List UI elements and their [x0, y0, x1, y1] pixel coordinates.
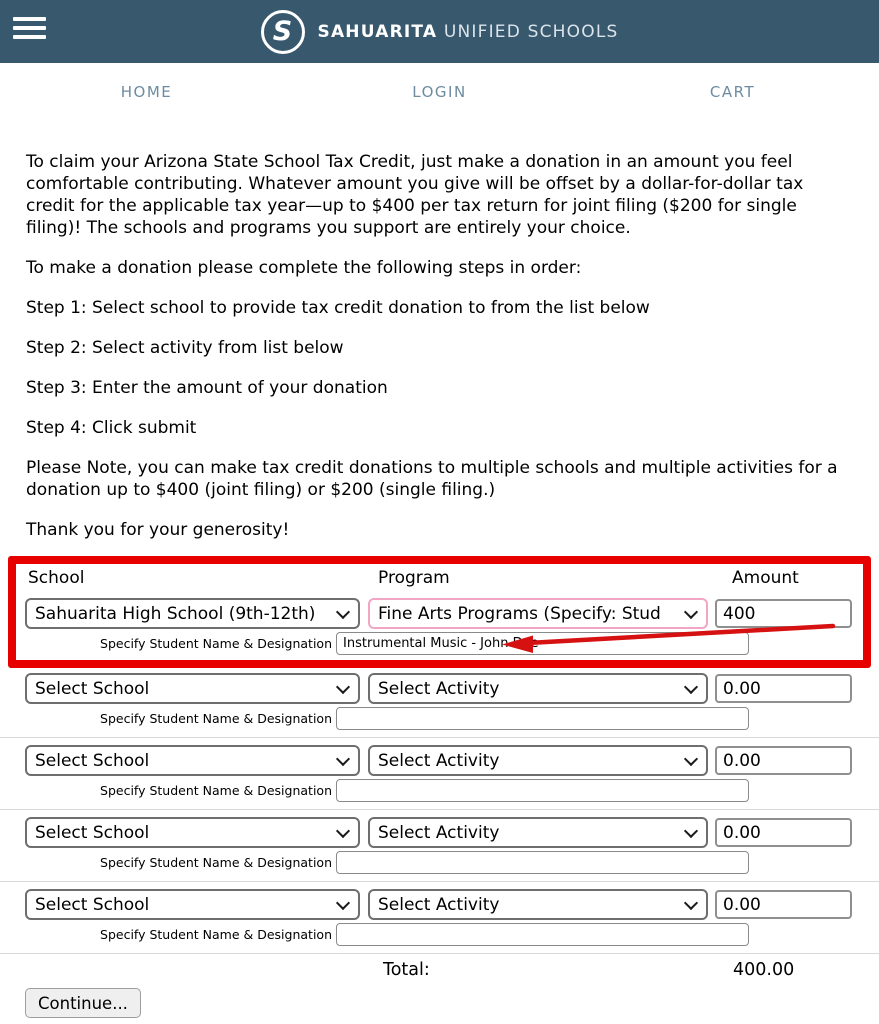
- continue-button[interactable]: Continue...: [25, 988, 141, 1018]
- intro-paragraph: To make a donation please complete the following steps in order:: [26, 258, 582, 278]
- amount-input[interactable]: [715, 890, 852, 919]
- student-name-input[interactable]: [336, 632, 749, 655]
- step-text: Step 4: Click submit: [26, 418, 197, 438]
- school-select[interactable]: [25, 817, 360, 848]
- chevron-down-icon: [684, 751, 698, 765]
- school-select[interactable]: [25, 673, 360, 704]
- program-select-value: Select Activity: [378, 750, 500, 771]
- program-select[interactable]: [368, 598, 708, 629]
- page-content: [0, 151, 879, 541]
- main-nav: [0, 63, 879, 120]
- program-select[interactable]: [368, 817, 708, 848]
- chevron-down-icon: [684, 679, 698, 693]
- hamburger-bar: [13, 35, 46, 39]
- student-name-label: Specify Student Name & Designation: [100, 636, 332, 651]
- chevron-down-icon: [684, 823, 698, 837]
- student-name-input[interactable]: [336, 851, 749, 874]
- site-title-primary: SAHUARITA: [317, 21, 438, 42]
- student-name-label: Specify Student Name & Designation: [100, 711, 332, 726]
- program-select[interactable]: [368, 889, 708, 920]
- student-name-input[interactable]: [336, 779, 749, 802]
- program-select-value: Select Activity: [378, 894, 500, 915]
- school-select-value: Select School: [35, 822, 150, 843]
- donation-form: [0, 556, 879, 1018]
- intro-paragraph: To claim your Arizona State School Tax Credit, just make a donation in an amount you feel comfortable contributing. Whatever amount you give will be offset by a dollar-for-dollar tax credit for the applicable tax year—up to $400 per tax return for joint filing ($200 for single filing)! The schools and programs you support are entirely your choice.: [26, 152, 804, 238]
- school-select-value: Select School: [35, 894, 150, 915]
- school-select-value: Select School: [35, 678, 150, 699]
- school-column-header: School: [28, 568, 85, 588]
- program-select-value: Select Activity: [378, 678, 500, 699]
- chevron-down-icon: [336, 679, 350, 693]
- program-select-value: Select Activity: [378, 822, 500, 843]
- student-name-input[interactable]: [336, 707, 749, 730]
- school-select-value: Select School: [35, 750, 150, 771]
- program-select[interactable]: [368, 745, 708, 776]
- step-text: Step 1: Select school to provide tax credit donation to from the list below: [26, 298, 650, 318]
- donation-row: [0, 666, 879, 738]
- program-select[interactable]: [368, 673, 708, 704]
- chevron-down-icon: [336, 604, 350, 618]
- hamburger-bar: [13, 17, 46, 21]
- program-select-value: Fine Arts Programs (Specify: Stud: [378, 603, 661, 624]
- form-column-headers: [0, 556, 879, 588]
- total-row: [0, 954, 879, 980]
- donation-row: [0, 810, 879, 882]
- school-select[interactable]: [25, 889, 360, 920]
- school-select[interactable]: [25, 598, 360, 629]
- school-select-value: Sahuarita High School (9th-12th): [35, 603, 316, 624]
- amount-input[interactable]: [715, 818, 852, 847]
- site-title: [318, 22, 619, 42]
- amount-input[interactable]: [715, 674, 852, 703]
- student-name-label: Specify Student Name & Designation: [100, 783, 332, 798]
- student-name-input[interactable]: [336, 923, 749, 946]
- site-title-secondary: UNIFIED SCHOOLS: [437, 21, 619, 42]
- step-text: Step 3: Enter the amount of your donation: [26, 378, 388, 398]
- chevron-down-icon: [336, 895, 350, 909]
- amount-input[interactable]: [715, 599, 852, 628]
- thanks-text: Thank you for your generosity!: [26, 520, 290, 540]
- amount-column-header: Amount: [732, 568, 799, 588]
- app-header: [0, 0, 879, 63]
- school-select[interactable]: [25, 745, 360, 776]
- note-text: Please Note, you can make tax credit donations to multiple schools and multiple activities for a donation up to $400 (joint filing) or $200 (single filing.): [26, 458, 838, 500]
- nav-cart-link[interactable]: CART: [709, 82, 756, 101]
- student-name-label: Specify Student Name & Designation: [100, 927, 332, 942]
- chevron-down-icon: [336, 823, 350, 837]
- chevron-down-icon: [684, 604, 698, 618]
- brand-logo-link[interactable]: [261, 0, 619, 63]
- hamburger-bar: [13, 26, 46, 30]
- total-value: 400.00: [733, 960, 795, 980]
- nav-login-link[interactable]: LOGIN: [412, 82, 467, 101]
- donation-row: [0, 738, 879, 810]
- donation-row: [0, 598, 879, 666]
- school-logo-icon: S: [261, 10, 305, 54]
- hamburger-menu-icon[interactable]: [13, 17, 46, 39]
- chevron-down-icon: [684, 895, 698, 909]
- amount-input[interactable]: [715, 746, 852, 775]
- student-name-label: Specify Student Name & Designation: [100, 855, 332, 870]
- donation-row: [0, 882, 879, 954]
- program-column-header: Program: [378, 568, 450, 588]
- chevron-down-icon: [336, 751, 350, 765]
- step-text: Step 2: Select activity from list below: [26, 338, 344, 358]
- total-label: Total:: [383, 960, 430, 980]
- nav-home-link[interactable]: HOME: [120, 82, 173, 101]
